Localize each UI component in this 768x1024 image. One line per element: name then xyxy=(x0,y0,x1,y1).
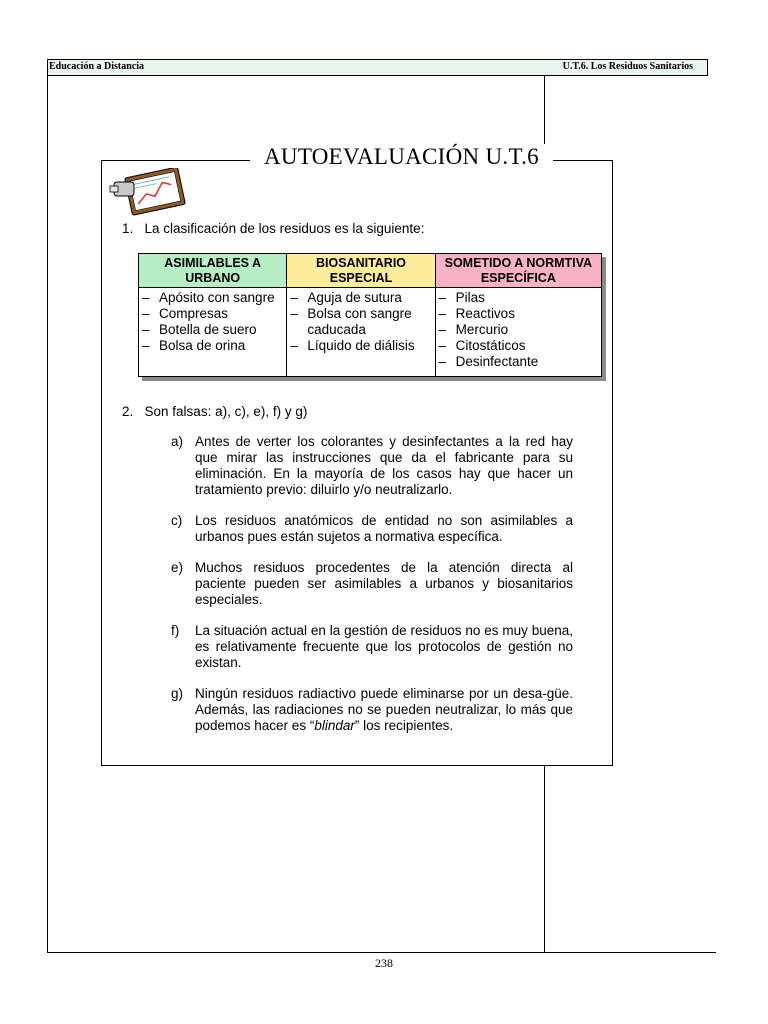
list-item: – Citostáticos xyxy=(438,338,599,354)
page-left-border xyxy=(47,76,48,953)
list-item: – Pilas xyxy=(438,290,599,306)
answer-item xyxy=(171,513,573,545)
table-header-biosanitario xyxy=(287,254,435,288)
answer-text: Antes de verter los colorantes y desinfectantes a la red hay que mirar las instrucciones que da el fabricante para su eliminación. En la mayoría de los casos hay que hacer un tratamiento previo: diluirlo y/o neutralizarlo. xyxy=(195,434,573,497)
list-item: – Compresas xyxy=(141,306,284,322)
table-header-asimilables xyxy=(139,254,287,288)
page-column-line-bottom xyxy=(544,766,545,953)
answer-text: Los residuos anatómicos de entidad no son asimilables a urbanos pues están sujetos a normativa específica. xyxy=(195,513,573,544)
page-header xyxy=(47,59,708,76)
table-cell-normativa xyxy=(435,288,601,377)
table-cell-asimilables xyxy=(139,288,287,377)
list-item: – Apósito con sangre xyxy=(141,290,284,306)
list-item: – Aguja de sutura xyxy=(289,290,432,306)
answer-letter: a) xyxy=(171,434,184,449)
header-line: ASIMILABLES A xyxy=(164,255,262,270)
page-number: 238 xyxy=(375,956,393,970)
classification-table xyxy=(138,253,602,377)
answer-item xyxy=(171,434,573,498)
list-item: – Reactivos xyxy=(438,306,599,322)
answer-letter: c) xyxy=(171,513,183,528)
header-line: BIOSANITARIO xyxy=(315,255,407,270)
answer-text: Muchos residuos procedentes de la atención directa al paciente pueden ser asimilables a urbanos y biosanitarios especiales. xyxy=(195,560,573,607)
answer-letter: f) xyxy=(171,623,180,638)
answer-text-before: Ningún residuos radiactivo puede eliminarse por un desa-güe. Además, las radiaciones no se pueden neutralizar, lo más que podemos hacer es “ xyxy=(195,686,573,733)
question-2 xyxy=(122,404,307,419)
header-line: ESPECIAL xyxy=(329,270,393,285)
answer-item xyxy=(171,560,573,608)
page-footer-line xyxy=(47,952,716,953)
answer-text-italic: blindar xyxy=(314,718,355,733)
list-item: – Bolsa de orina xyxy=(141,338,284,354)
list-item: – Líquido de diálisis xyxy=(289,338,432,354)
header-line: ESPECÍFICA xyxy=(480,270,556,285)
list-item: – Desinfectante xyxy=(438,354,599,370)
list-item: – Mercurio xyxy=(438,322,599,338)
clipboard-chart-icon xyxy=(106,168,186,216)
answer-text: La situación actual en la gestión de residuos no es muy buena, es relativamente frecuente que los protocolos de gestión no existan. xyxy=(195,623,573,670)
question-1-number: 1. xyxy=(122,221,134,236)
classification-table-wrapper xyxy=(138,253,602,377)
answer-item xyxy=(171,623,573,671)
header-line: SOMETIDO A NORMTIVA xyxy=(444,255,593,270)
question-2-text: Son falsas: a), c), e), f) y g) xyxy=(144,404,308,419)
header-line: URBANO xyxy=(185,270,241,285)
list-item: – Botella de suero xyxy=(141,322,284,338)
table-cell-biosanitario xyxy=(287,288,435,377)
question-1 xyxy=(122,221,424,236)
question-1-text: La clasificación de los residuos es la siguiente: xyxy=(144,221,425,236)
answer-letter: g) xyxy=(171,686,184,701)
answer-text-after: ” los recipientes. xyxy=(354,718,454,733)
section-title: AUTOEVALUACIÓN U.T.6 xyxy=(250,144,553,170)
list-item: – Bolsa con sangre caducada xyxy=(289,306,432,338)
table-header-normativa xyxy=(435,254,601,288)
answer-item xyxy=(171,686,573,734)
answers-list xyxy=(171,434,573,749)
question-2-number: 2. xyxy=(122,404,134,419)
answer-letter: e) xyxy=(171,560,184,575)
header-right-text: U.T.6. Los Residuos Sanitarios xyxy=(562,61,693,72)
header-left-text: Educación a Distancia xyxy=(49,61,145,72)
